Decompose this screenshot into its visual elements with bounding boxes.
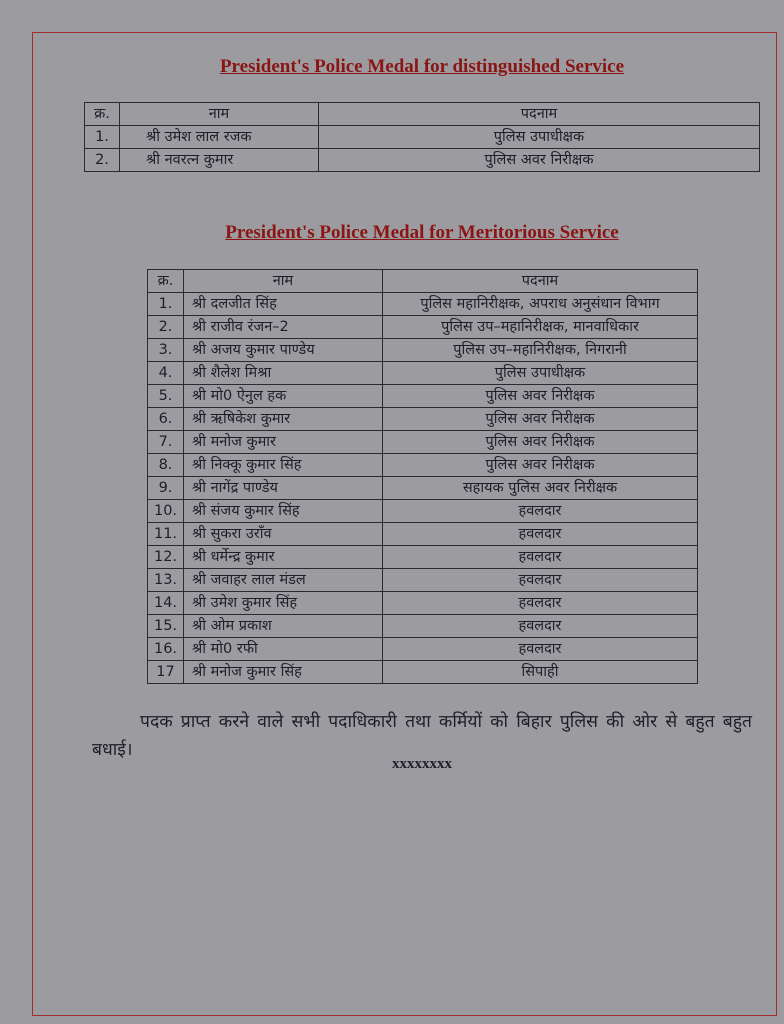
- designation-cell: सिपाही: [383, 661, 698, 684]
- meritorious-service-heading: President's Police Medal for Meritorious Service: [225, 222, 619, 243]
- designation-cell: हवलदार: [383, 569, 698, 592]
- table-row: [148, 293, 698, 316]
- name-cell: श्री धर्मेन्द्र कुमार: [184, 546, 383, 569]
- serial-cell: 7.: [148, 431, 184, 454]
- name-cell: श्री सुकरा उराँव: [184, 523, 383, 546]
- designation-cell: पुलिस अवर निरीक्षक: [383, 408, 698, 431]
- serial-cell: 4.: [148, 362, 184, 385]
- name-cell: श्री उमेश लाल रजक: [120, 126, 319, 149]
- designation-cell: पुलिस अवर निरीक्षक: [383, 385, 698, 408]
- congratulation-message: पदक प्राप्त करने वाले सभी पदाधिकारी तथा कर्मियों को बिहार पुलिस की ओर से बहुत बहुत बधाई।: [92, 712, 752, 760]
- designation-cell: हवलदार: [383, 592, 698, 615]
- designation-cell: सहायक पुलिस अवर निरीक्षक: [383, 477, 698, 500]
- table-row: [148, 408, 698, 431]
- table-row: [148, 615, 698, 638]
- serial-cell: 10.: [148, 500, 184, 523]
- designation-cell: हवलदार: [383, 638, 698, 661]
- col-header-name: नाम: [184, 270, 383, 293]
- distinguished-service-heading: President's Police Medal for distinguished Service: [219, 56, 625, 77]
- table-row: [148, 477, 698, 500]
- name-cell: श्री नवरत्न कुमार: [120, 149, 319, 172]
- designation-cell: हवलदार: [383, 523, 698, 546]
- table-row: [148, 546, 698, 569]
- designation-cell: पुलिस अवर निरीक्षक: [383, 431, 698, 454]
- name-cell: श्री शैलेश मिश्रा: [184, 362, 383, 385]
- table-row: [148, 385, 698, 408]
- designation-cell: पुलिस उप–महानिरीक्षक, निगरानी: [383, 339, 698, 362]
- serial-cell: 9.: [148, 477, 184, 500]
- col-header-designation: पदनाम: [383, 270, 698, 293]
- serial-cell: 14.: [148, 592, 184, 615]
- designation-cell: हवलदार: [383, 500, 698, 523]
- serial-cell: 2.: [85, 149, 120, 172]
- serial-cell: 16.: [148, 638, 184, 661]
- designation-cell: हवलदार: [383, 615, 698, 638]
- col-header-designation: पदनाम: [319, 103, 760, 126]
- serial-cell: 11.: [148, 523, 184, 546]
- serial-cell: 5.: [148, 385, 184, 408]
- name-cell: श्री उमेश कुमार सिंह: [184, 592, 383, 615]
- serial-cell: 13.: [148, 569, 184, 592]
- serial-cell: 1.: [85, 126, 120, 149]
- col-header-name: नाम: [120, 103, 319, 126]
- name-cell: श्री मो0 ऐनुल हक: [184, 385, 383, 408]
- designation-cell: पुलिस उपाधीक्षक: [383, 362, 698, 385]
- meritorious-service-table: [147, 269, 698, 684]
- name-cell: श्री राजीव रंजन–2: [184, 316, 383, 339]
- serial-cell: 15.: [148, 615, 184, 638]
- serial-cell: 1.: [148, 293, 184, 316]
- col-header-serial: क्र.: [85, 103, 120, 126]
- serial-cell: 6.: [148, 408, 184, 431]
- serial-cell: 17: [148, 661, 184, 684]
- distinguished-service-table: [84, 102, 760, 172]
- table-row: [148, 569, 698, 592]
- name-cell: श्री ओम प्रकाश: [184, 615, 383, 638]
- table-row: [148, 638, 698, 661]
- table-row: [148, 431, 698, 454]
- table-row: [148, 592, 698, 615]
- name-cell: श्री जवाहर लाल मंडल: [184, 569, 383, 592]
- designation-cell: पुलिस अवर निरीक्षक: [383, 454, 698, 477]
- serial-cell: 8.: [148, 454, 184, 477]
- designation-cell: पुलिस उप–महानिरीक्षक, मानवाधिकार: [383, 316, 698, 339]
- table-row: [148, 523, 698, 546]
- table-row: [148, 661, 698, 684]
- name-cell: श्री मो0 रफी: [184, 638, 383, 661]
- serial-cell: 12.: [148, 546, 184, 569]
- designation-cell: हवलदार: [383, 546, 698, 569]
- table-row: [85, 149, 760, 172]
- name-cell: श्री निक्कू कुमार सिंह: [184, 454, 383, 477]
- serial-cell: 2.: [148, 316, 184, 339]
- table-row: [85, 126, 760, 149]
- table-row: [148, 500, 698, 523]
- table-row: [148, 339, 698, 362]
- name-cell: श्री मनोज कुमार सिंह: [184, 661, 383, 684]
- name-cell: श्री अजय कुमार पाण्डेय: [184, 339, 383, 362]
- name-cell: श्री संजय कुमार सिंह: [184, 500, 383, 523]
- name-cell: श्री नागेंद्र पाण्डेय: [184, 477, 383, 500]
- designation-cell: पुलिस महानिरीक्षक, अपराध अनुसंधान विभाग: [383, 293, 698, 316]
- table-header-row: [85, 103, 760, 126]
- name-cell: श्री दलजीत सिंह: [184, 293, 383, 316]
- serial-cell: 3.: [148, 339, 184, 362]
- name-cell: श्री मनोज कुमार: [184, 431, 383, 454]
- table-row: [148, 362, 698, 385]
- table-row: [148, 316, 698, 339]
- designation-cell: पुलिस अवर निरीक्षक: [319, 149, 760, 172]
- end-mark: xxxxxxxx: [392, 756, 452, 772]
- col-header-serial: क्र.: [148, 270, 184, 293]
- table-row: [148, 454, 698, 477]
- designation-cell: पुलिस उपाधीक्षक: [319, 126, 760, 149]
- name-cell: श्री ऋषिकेश कुमार: [184, 408, 383, 431]
- table-header-row: [148, 270, 698, 293]
